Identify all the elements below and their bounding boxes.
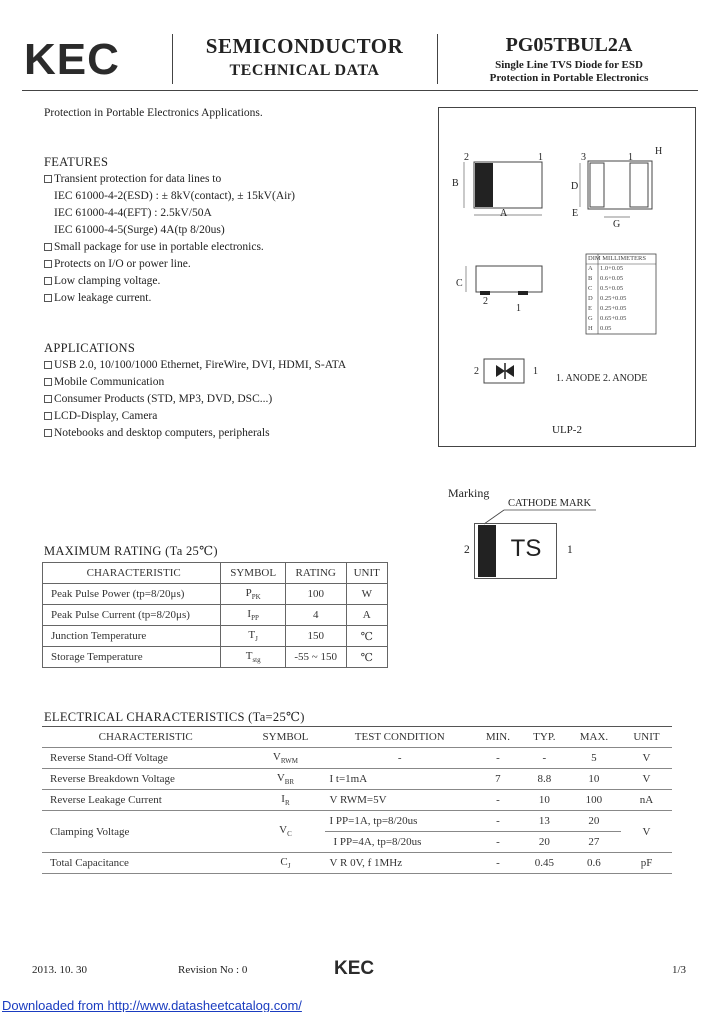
application-text: USB 2.0, 10/100/1000 Ethernet, FireWire, DVI, HDMI, S-ATA xyxy=(54,359,347,371)
part-description-line: Single Line TVS Diode for ESD xyxy=(495,59,643,71)
checkbox-icon xyxy=(44,260,52,268)
table-header: TYP. xyxy=(522,727,567,748)
table-cell: - xyxy=(522,748,567,769)
checkbox-icon xyxy=(44,243,52,251)
dim-table xyxy=(588,254,646,334)
application-item xyxy=(44,426,270,440)
dim-label: D xyxy=(571,181,579,192)
dim-table-row: D 0.25+0.05 xyxy=(588,295,627,302)
checkbox-icon xyxy=(44,175,52,183)
table-header-row xyxy=(43,563,388,584)
table-cell: $T_{stg}$ xyxy=(221,647,285,668)
table-row xyxy=(43,605,388,626)
application-item xyxy=(44,375,164,389)
checkbox-icon xyxy=(44,294,52,302)
pin-label: 1 xyxy=(628,152,633,163)
download-link-text[interactable]: Downloaded from http://www.datasheetcatalog.com/ xyxy=(2,998,302,1012)
table-row xyxy=(43,626,388,647)
pin-label: 3 xyxy=(581,152,586,163)
applications-heading: APPLICATIONS xyxy=(44,341,136,355)
table-cell: 5 xyxy=(567,748,621,769)
table-cell: I t=1mA xyxy=(325,769,474,790)
dim-label: A xyxy=(500,208,508,219)
max-rating-heading: MAXIMUM RATING (Ta 25℃) xyxy=(44,544,218,558)
electrical-heading: ELECTRICAL CHARACTERISTICS (Ta=25℃) xyxy=(44,710,305,724)
table-header: MIN. xyxy=(474,727,522,748)
table-cell: $V_{RWM}$ xyxy=(245,748,325,769)
marking-code: TS xyxy=(510,535,542,562)
table-cell: Storage Temperature xyxy=(43,647,221,668)
table-header: SYMBOL xyxy=(221,563,285,584)
table-row xyxy=(43,647,388,668)
table-row xyxy=(42,811,672,832)
table-cell: Peak Pulse Power (tp=8/20μs) xyxy=(43,584,221,605)
table-cell: V R 0V, f 1MHz xyxy=(325,853,474,874)
table-cell: Clamping Voltage xyxy=(42,811,245,853)
table-cell: 4 xyxy=(285,605,346,626)
diode-symbol xyxy=(496,365,505,377)
table-cell: ℃ xyxy=(346,626,387,647)
table-cell: I PP=1A, tp=8/20us xyxy=(325,811,474,832)
application-text: LCD-Display, Camera xyxy=(54,410,158,422)
feature-item: IEC 61000-4-4(EFT) : 2.5kV/50A xyxy=(54,207,212,219)
dim-table-row: E 0.25+0.05 xyxy=(588,305,627,312)
table-cell: 0.6 xyxy=(567,853,621,874)
table-cell: 150 xyxy=(285,626,346,647)
pin-legend: 1. ANODE 2. ANODE xyxy=(556,373,648,384)
pin-label: 2 xyxy=(464,152,469,163)
checkbox-icon xyxy=(44,378,52,386)
dim-table-row: C 0.5+0.05 xyxy=(588,285,624,292)
table-cell: 8.8 xyxy=(522,769,567,790)
table-header-row xyxy=(42,727,672,748)
intro-text: Protection in Portable Electronics Applications. xyxy=(44,107,263,119)
table-cell: Junction Temperature xyxy=(43,626,221,647)
dim-label: E xyxy=(572,208,579,219)
application-item xyxy=(44,392,272,406)
table-cell: 20 xyxy=(567,811,621,832)
table-header: SYMBOL xyxy=(245,727,325,748)
cathode-mark-label: CATHODE MARK xyxy=(508,498,592,509)
table-header: UNIT xyxy=(621,727,672,748)
application-item xyxy=(44,409,157,423)
table-row xyxy=(42,853,672,874)
marking-cathode-band xyxy=(478,525,496,577)
feature-item xyxy=(44,274,160,288)
checkbox-icon xyxy=(44,395,52,403)
max-rating-table xyxy=(42,562,388,668)
bottom-view-body xyxy=(588,161,652,209)
electrical-table xyxy=(42,726,672,874)
table-header: CHARACTERISTIC xyxy=(42,727,245,748)
table-cell: 0.45 xyxy=(522,853,567,874)
checkbox-icon xyxy=(44,429,52,437)
header-divider xyxy=(437,34,438,84)
table-cell: - xyxy=(325,748,474,769)
table-header: MAX. xyxy=(567,727,621,748)
table-cell: 13 xyxy=(522,811,567,832)
table-row xyxy=(42,748,672,769)
table-cell: Reverse Breakdown Voltage xyxy=(42,769,245,790)
table-cell: - xyxy=(474,853,522,874)
table-header: RATING xyxy=(285,563,346,584)
table-row xyxy=(42,769,672,790)
table-cell: Reverse Stand-Off Voltage xyxy=(42,748,245,769)
table-cell: 10 xyxy=(567,769,621,790)
table-cell: W xyxy=(346,584,387,605)
dim-table-row: G 0.65+0.05 xyxy=(588,315,627,322)
table-cell: Peak Pulse Current (tp=8/20μs) xyxy=(43,605,221,626)
dim-table-row: B 0.6+0.05 xyxy=(588,275,624,282)
marking-title: Marking xyxy=(448,486,490,500)
part-description xyxy=(440,59,698,85)
table-cell: pF xyxy=(621,853,672,874)
header-title: SEMICONDUCTOR xyxy=(205,34,404,58)
table-cell: $I_R$ xyxy=(245,790,325,811)
table-cell: nA xyxy=(621,790,672,811)
feature-item xyxy=(44,240,264,254)
part-number: PG05TBUL2A xyxy=(505,34,633,56)
table-cell: V xyxy=(621,811,672,853)
feature-item xyxy=(44,291,151,305)
table-cell: I PP=4A, tp=8/20us xyxy=(325,832,474,853)
marking-pin-right: 1 xyxy=(567,544,573,556)
kec-logo: KEC xyxy=(24,35,120,84)
table-cell: - xyxy=(474,811,522,832)
dim-table-header: DIM MILLIMETERS xyxy=(588,255,646,262)
pin-label: 2 xyxy=(483,296,488,307)
feature-text: Small package for use in portable electronics. xyxy=(54,241,264,253)
checkbox-icon xyxy=(44,277,52,285)
table-row xyxy=(42,790,672,811)
application-text: Mobile Communication xyxy=(54,376,165,388)
table-cell: - xyxy=(474,790,522,811)
bottom-view-pad xyxy=(590,163,604,207)
dim-table-row: A 1.0+0.05 xyxy=(588,265,624,272)
table-cell: 7 xyxy=(474,769,522,790)
table-cell: V xyxy=(621,748,672,769)
footer-kec-logo: KEC xyxy=(334,958,375,979)
dim-table-row: H 0.05 xyxy=(588,325,612,332)
table-cell: $I_{PP}$ xyxy=(221,605,285,626)
application-text: Consumer Products (STD, MP3, DVD, DSC...) xyxy=(54,393,273,405)
table-cell: 27 xyxy=(567,832,621,853)
part-description-line: Protection in Portable Electronics xyxy=(489,72,649,84)
feature-item: IEC 61000-4-5(Surge) 4A(tp 8/20us) xyxy=(54,224,225,236)
table-cell: 100 xyxy=(285,584,346,605)
application-text: Notebooks and desktop computers, peripherals xyxy=(54,427,270,439)
header-rule xyxy=(22,90,698,91)
table-cell: ℃ xyxy=(346,647,387,668)
table-cell: 100 xyxy=(567,790,621,811)
feature-text: Low leakage current. xyxy=(54,292,152,304)
dim-label: C xyxy=(456,278,463,289)
table-cell: -55 ~ 150 xyxy=(285,647,346,668)
diode-symbol xyxy=(505,365,514,377)
feature-item: IEC 61000-4-2(ESD) : ± 8kV(contact), ± 15kV(Air) xyxy=(54,190,295,202)
table-header: TEST CONDITION xyxy=(325,727,474,748)
side-view-lead xyxy=(518,291,528,295)
table-cell: V xyxy=(621,769,672,790)
table-header: CHARACTERISTIC xyxy=(43,563,221,584)
feature-item xyxy=(44,172,221,186)
table-cell: $V_{BR}$ xyxy=(245,769,325,790)
checkbox-icon xyxy=(44,361,52,369)
table-row xyxy=(43,584,388,605)
table-cell: $P_{PK}$ xyxy=(221,584,285,605)
schematic-pin-label: 2 xyxy=(474,366,479,377)
dim-label: H xyxy=(655,146,663,157)
table-cell: $T_J$ xyxy=(221,626,285,647)
top-view-cathode-band xyxy=(475,163,493,207)
table-cell: A xyxy=(346,605,387,626)
footer-date: 2013. 10. 30 xyxy=(32,964,87,976)
feature-text: Low clamping voltage. xyxy=(54,275,161,287)
dim-label: G xyxy=(613,219,621,230)
header-subtitle: TECHNICAL DATA xyxy=(229,62,380,79)
side-view-body xyxy=(476,266,542,292)
table-cell: - xyxy=(474,832,522,853)
marking-pin-left: 2 xyxy=(464,544,470,556)
table-header: UNIT xyxy=(346,563,387,584)
feature-text: Transient protection for data lines to xyxy=(54,173,222,185)
schematic-pin-label: 1 xyxy=(533,366,538,377)
table-cell: Reverse Leakage Current xyxy=(42,790,245,811)
application-item xyxy=(44,358,346,372)
table-cell: - xyxy=(474,748,522,769)
table-cell: $V_C$ xyxy=(245,811,325,853)
dim-label: B xyxy=(452,178,459,189)
bottom-view-pad xyxy=(630,163,648,207)
download-link[interactable] xyxy=(2,998,302,1012)
table-cell: 20 xyxy=(522,832,567,853)
feature-item xyxy=(44,257,191,271)
package-name: ULP-2 xyxy=(552,424,582,436)
checkbox-icon xyxy=(44,412,52,420)
table-cell: V RWM=5V xyxy=(325,790,474,811)
features-heading: FEATURES xyxy=(44,155,109,169)
footer-revision: Revision No : 0 xyxy=(178,964,248,976)
footer-page: 1/3 xyxy=(672,964,687,976)
table-cell: Total Capacitance xyxy=(42,853,245,874)
feature-text: Protects on I/O or power line. xyxy=(54,258,191,270)
table-cell: $C_J$ xyxy=(245,853,325,874)
pin-label: 1 xyxy=(538,152,543,163)
table-cell: 10 xyxy=(522,790,567,811)
pin-label: 1 xyxy=(516,303,521,314)
